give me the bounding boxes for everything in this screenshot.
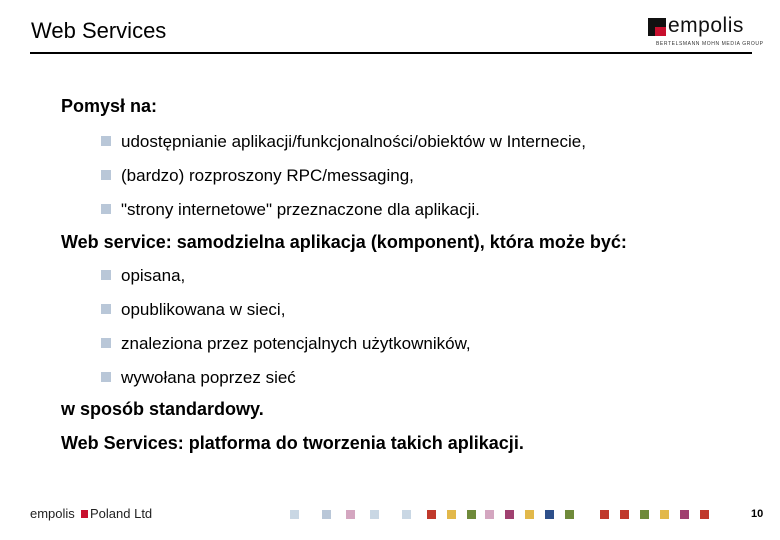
empolis-logo-mark-icon bbox=[648, 18, 666, 36]
decor-square bbox=[505, 510, 514, 519]
decor-square bbox=[467, 510, 476, 519]
decor-square bbox=[545, 510, 554, 519]
bullet-square-icon bbox=[101, 136, 111, 146]
decor-square bbox=[565, 510, 574, 519]
slide-title: Web Services bbox=[31, 18, 167, 43]
decor-square bbox=[290, 510, 299, 519]
bullet-text: opublikowana w sieci, bbox=[121, 300, 286, 319]
closing-standard: w sposób standardowy. bbox=[61, 399, 264, 419]
section-heading-idea: Pomysł na: bbox=[61, 96, 158, 116]
bullet-text: wywołana poprzez sieć bbox=[121, 368, 296, 387]
page-number: 10 bbox=[751, 508, 764, 520]
decor-square bbox=[322, 510, 331, 519]
decor-square bbox=[600, 510, 609, 519]
decor-square bbox=[525, 510, 534, 519]
bullet-square-icon bbox=[101, 204, 111, 214]
bullet-square-icon bbox=[101, 338, 111, 348]
decor-square bbox=[620, 510, 629, 519]
empolis-logo bbox=[648, 16, 766, 50]
footer-brand-poland: Poland Ltd bbox=[90, 506, 153, 521]
bullet-text: opisana, bbox=[121, 266, 186, 285]
closing-platform: Web Services: platforma do tworzenia takich aplikacji. bbox=[61, 433, 524, 453]
decor-square bbox=[370, 510, 379, 519]
bullet-square-icon bbox=[101, 170, 111, 180]
footer-brand-square-icon bbox=[81, 510, 88, 518]
logo-wordmark: empolis bbox=[668, 14, 744, 37]
footer-brand-empolis: empolis bbox=[30, 506, 75, 521]
bullet-text: "strony internetowe" przeznaczone dla aplikacji. bbox=[121, 200, 480, 219]
bullet-square-icon bbox=[101, 304, 111, 314]
decor-square bbox=[402, 510, 411, 519]
decor-square bbox=[485, 510, 494, 519]
decor-square bbox=[680, 510, 689, 519]
title-divider bbox=[30, 52, 752, 54]
decor-square bbox=[660, 510, 669, 519]
bullet-square-icon bbox=[101, 372, 111, 382]
decor-square bbox=[427, 510, 436, 519]
bullet-text: (bardzo) rozproszony RPC/messaging, bbox=[121, 166, 414, 185]
decor-square bbox=[640, 510, 649, 519]
bullet-text: znaleziona przez potencjalnych użytkowników, bbox=[121, 334, 471, 353]
bullet-square-icon bbox=[101, 270, 111, 280]
section-heading-web-service: Web service: samodzielna aplikacja (komponent), która może być: bbox=[61, 232, 627, 252]
logo-tagline: BERTELSMANN MOHN MEDIA GROUP bbox=[656, 41, 764, 47]
decor-square bbox=[346, 510, 355, 519]
bullet-text: udostępnianie aplikacji/funkcjonalności/obiektów w Internecie, bbox=[121, 132, 586, 151]
decor-square bbox=[700, 510, 709, 519]
decor-square bbox=[447, 510, 456, 519]
